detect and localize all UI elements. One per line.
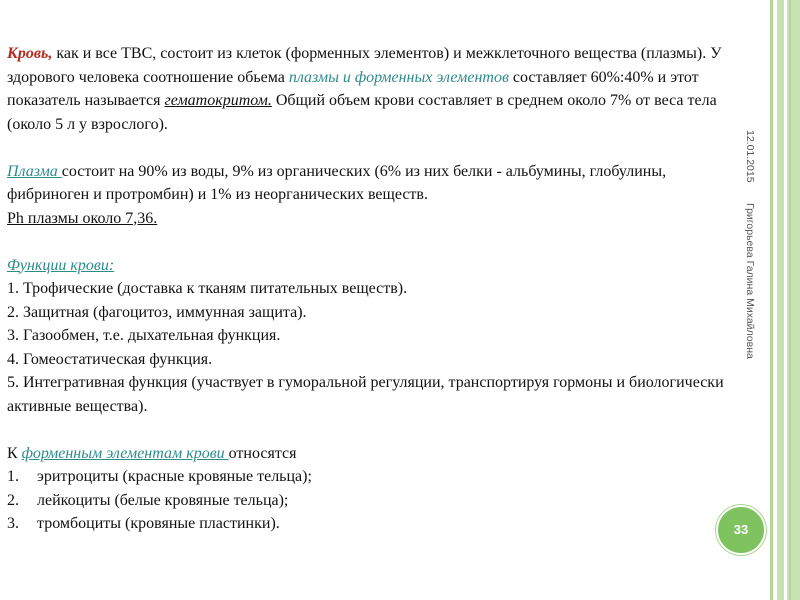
spacer xyxy=(7,230,745,254)
list-number: 1. xyxy=(7,468,19,485)
term-plasma-elements: плазмы и форменных элементов xyxy=(288,68,509,86)
slide-author: Григорьева Галина Михайловна xyxy=(744,203,756,359)
spacer xyxy=(7,418,745,442)
plasma-ph: Ph плазмы около 7,36. xyxy=(7,209,158,227)
list-item xyxy=(7,489,745,513)
function-item: 1. Трофические (доставка к тканям питательных веществ). xyxy=(7,280,408,297)
list-number: 2. xyxy=(7,491,19,509)
paragraph-blood-intro xyxy=(7,42,745,136)
list-number: 3. xyxy=(7,515,19,532)
para1-text-1: как и все ТВС, состоит из клеток (форменных элементов) и межклеточного вещества (плазмы). У здорового человека соотношение обьема xyxy=(7,45,722,86)
para2-text: состоит на 90% из воды, 9% из органических (6% из них белки - альбумины, глобулины, фибриноген и протромбин) и 1% из неорганических веществ. xyxy=(7,162,667,203)
functions-heading: Функции крови: xyxy=(7,256,115,274)
slide-date: 12.01.2015 xyxy=(744,130,756,183)
tail-text: относятся xyxy=(228,444,297,462)
term-plasma: Плазма xyxy=(7,162,62,180)
lead-text: К xyxy=(7,444,22,462)
slide-body xyxy=(7,42,745,536)
function-item: 3. Газообмен, т.е. дыхательная функция. xyxy=(7,327,281,344)
list-item xyxy=(7,465,745,489)
function-item: 4. Гомеостатическая функция. xyxy=(7,350,213,368)
term-hematocrit: гематокритом. xyxy=(164,92,272,109)
page-number-badge: 33 xyxy=(716,505,766,555)
function-item: 5. Интегративная функция (участвует в гуморальной регуляции, транспортируя гормоны и биологически активные вещества). xyxy=(7,374,724,415)
term-formed-elements: форменным элементам крови xyxy=(21,444,229,462)
spacer xyxy=(7,136,745,160)
list-item xyxy=(7,512,745,536)
formed-elements-lead xyxy=(7,442,745,466)
frame-right-line xyxy=(770,0,773,600)
para1-text-2: составляет 60%:40% и этот показатель называется xyxy=(7,68,699,109)
term-blood: Кровь, xyxy=(7,45,53,62)
frame-right-divider-2 xyxy=(789,0,791,600)
paragraph-plasma xyxy=(7,160,745,207)
list-text: лейкоциты (белые кровяные тельца); xyxy=(37,491,289,509)
function-item: 2. Защитная (фагоцитоз, иммунная защита). xyxy=(7,303,307,321)
frame-left-line xyxy=(0,0,3,600)
list-text: эритроциты (красные кровяные тельца); xyxy=(37,468,312,485)
frame-right-divider xyxy=(784,0,787,600)
list-text: тромбоциты (кровяные пластинки). xyxy=(37,515,280,532)
para1-text-3: Общий объем крови составляет в среднем около 7% от веса тела (около 5 л у взрослого). xyxy=(7,92,717,133)
